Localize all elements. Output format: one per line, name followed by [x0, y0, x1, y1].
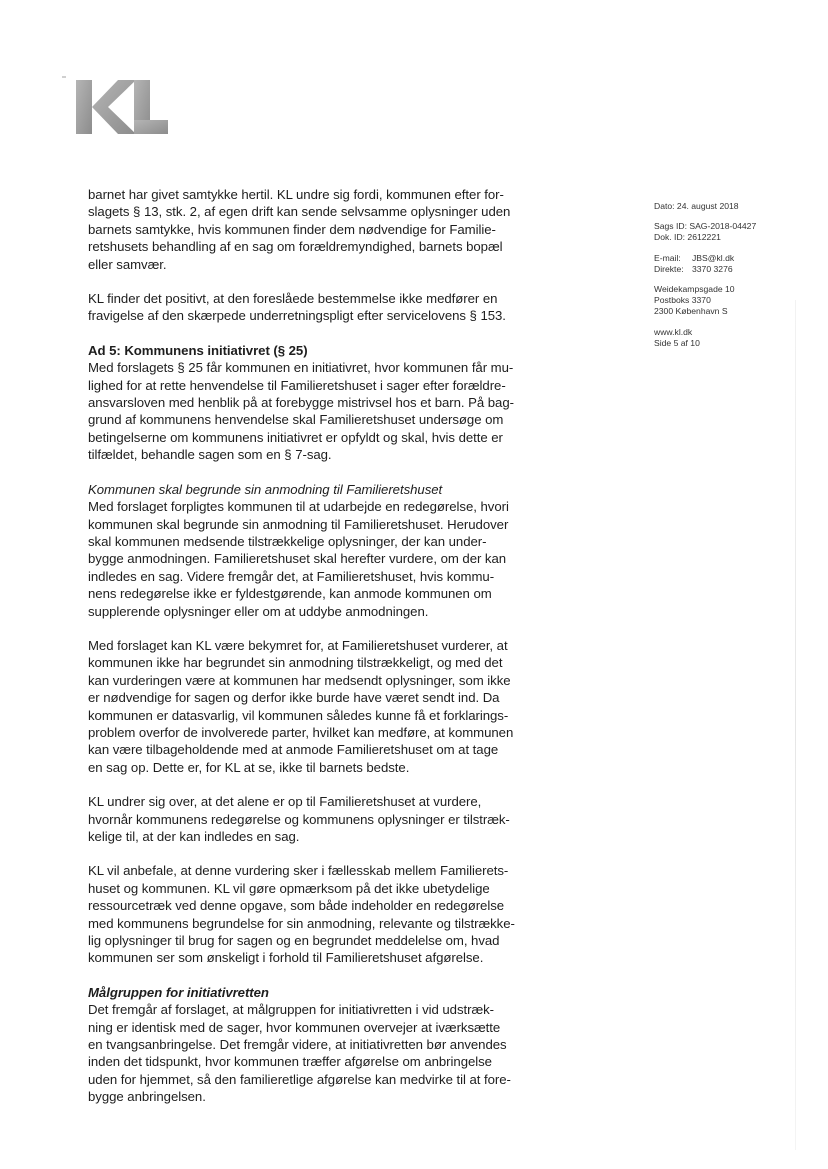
text-line: hvornår kommunens redegørelse og kommunens oplysninger er tilstræk- — [88, 811, 510, 827]
address-line: Postboks 3370 — [654, 295, 711, 306]
text-line: en sag op. Dette er, for KL at se, ikke til barnets bedste. — [88, 759, 410, 775]
id-group — [654, 221, 804, 243]
text-line: lig oplysninger til brug for sagen og en begrundet meddelelse om, hvad — [88, 933, 500, 949]
letter-sidebar — [654, 201, 804, 358]
direct-label: Direkte: — [654, 263, 684, 274]
text-line: betingelserne om kommunens initiativret er opfyldt og skal, hvis dette er — [88, 429, 503, 445]
text-line: barnet har givet samtykke hertil. KL undre sig fordi, kommunen efter for- — [88, 187, 504, 202]
direct-phone: 3370 3276 — [692, 263, 733, 274]
text-line: tilfældet, behandle sagen som en § 7-sag. — [88, 447, 332, 463]
web-group — [654, 327, 804, 349]
paragraph-1 — [88, 186, 558, 273]
text-line: fravigelse af den skærpede underretningspligt efter servicelovens § 153. — [88, 308, 506, 324]
letter-body — [88, 186, 558, 1123]
paragraph-3 — [88, 342, 558, 464]
text-line: kan være tilbageholdende med at anmode Familieretshuset om at tage — [88, 742, 499, 758]
email-row — [654, 253, 804, 264]
contact-group — [654, 253, 804, 275]
address-line: Weidekampsgade 10 — [654, 284, 735, 295]
text-line: KL undrer sig over, at det alene er op til Familieretshuset at vurdere, — [88, 794, 482, 810]
text-line: er nødvendige for sagen og derfor ikke burde have været sendt ind. Da — [88, 690, 500, 706]
paragraph-5 — [88, 637, 558, 776]
text-line: bygge anbringelsen. — [88, 1089, 206, 1105]
kl-logo — [62, 74, 172, 136]
text-line: ressourcetræk ved denne opgave, som både indeholder en redegørelse — [88, 898, 505, 914]
text-line: kommunen ser som ønskeligt i forhold til Familieretshuset afgørelse. — [88, 950, 484, 966]
text-line: Det fremgår af forslaget, at målgruppen for initiativretten i vid udstræk- — [88, 1002, 495, 1018]
email-link[interactable]: JBS@kl.dk — [692, 252, 735, 263]
text-line: inden det tidspunkt, hvor kommunen træffer afgørelse om anbringelse — [88, 1054, 492, 1070]
kl-logo-icon — [62, 74, 172, 136]
paragraph-2 — [88, 290, 558, 325]
text-line: skal kommunen medsende tilstrækkelige oplysninger, der kan under- — [88, 533, 487, 549]
text-line: huset og kommunen. KL vil gøre opmærksom på det ikke ubetydelige — [88, 880, 490, 896]
text-line: barnets samtykke, hvis kommunen finder dem nødvendige for Familie- — [88, 221, 496, 237]
text-line: KL finder det positivt, at den foreslåede bestemmelse ikke medfører en — [88, 291, 498, 307]
text-line: nens redegørelse ikke er fyldestgørende, kan anmode kommunen om — [88, 586, 492, 602]
scan-edge — [795, 300, 796, 1150]
paragraph-7 — [88, 862, 558, 966]
text-line: Med forslaget kan KL være bekymret for, at Familieretshuset vurderer, at — [88, 637, 508, 653]
text-line: supplerende oplysninger eller om at uddybe anmodningen. — [88, 603, 429, 619]
text-line: lighed for at rette henvendelse til Familieretshuset i sager efter forældre- — [88, 377, 506, 393]
case-id: Sags ID: SAG-2018-04427 — [654, 221, 757, 232]
address-group — [654, 284, 804, 318]
subsection-heading: Målgruppen for initiativretten — [88, 984, 269, 1000]
doc-id: Dok. ID: 2612221 — [654, 232, 721, 243]
paragraph-4 — [88, 481, 558, 620]
text-line: grund af kommunens henvendelse skal Familieretshuset undersøge om — [88, 412, 504, 428]
text-line: en tvangsanbringelse. Det fremgår videre, at initiativretten bør anvendes — [88, 1037, 507, 1053]
text-line: Med forslagets § 25 får kommunen en initiativret, hvor kommunen får mu- — [88, 360, 514, 376]
text-line: uden for hjemmet, så den familieretlige afgørelse kan medvirke til at fore- — [88, 1071, 511, 1087]
text-line: KL vil anbefale, at denne vurdering sker i fællesskab mellem Familierets- — [88, 863, 509, 879]
text-line: med kommunens begrundelse for sin anmodning, relevante og tilstrække- — [88, 915, 515, 931]
date-group — [654, 201, 804, 212]
text-line: kelige til, at der kan indledes en sag. — [88, 829, 300, 844]
text-line: kommunen skal begrunde sin anmodning til Familieretshuset. Herudover — [88, 516, 509, 532]
address-line: 2300 København S — [654, 306, 728, 317]
section-heading: Ad 5: Kommunens initiativret (§ 25) — [88, 342, 308, 358]
text-line: kommunen ikke har begrundet sin anmodning tilstrækkeligt, og med det — [88, 655, 503, 671]
subsection-heading: Kommunen skal begrunde sin anmodning til Familieretshuset — [88, 481, 443, 497]
text-line: indledes en sag. Videre fremgår det, at Familieretshuset, hvis kommu- — [88, 568, 495, 584]
text-line: ansvarsloven med henblik på at forebygge mistrivsel hos et barn. På bag- — [88, 395, 514, 411]
text-line: kommunen er datasvarlig, vil kommunen således kunne få et forklarings- — [88, 707, 509, 723]
text-line: problem overfor de involverede parter, hvilket kan medføre, at kommunen — [88, 724, 514, 740]
text-line: Med forslaget forpligtes kommunen til at udarbejde en redegørelse, hvori — [88, 499, 509, 515]
email-label: E-mail: — [654, 252, 681, 263]
text-line: slagets § 13, stk. 2, af egen drift kan sende selvsamme oplysninger uden — [88, 204, 511, 220]
text-line: retshusets behandling af en sag om forældremyndighed, barnets bopæl — [88, 239, 503, 255]
date: Dato: 24. august 2018 — [654, 201, 739, 211]
direct-row — [654, 264, 804, 275]
page-number: Side 5 af 10 — [654, 337, 700, 348]
website-link[interactable]: www.kl.dk — [654, 326, 693, 337]
paragraph-6 — [88, 793, 558, 845]
text-line: ning er identisk med de sager, hvor kommunen overvejer at iværksætte — [88, 1019, 501, 1035]
text-line: eller samvær. — [88, 256, 167, 272]
paragraph-8 — [88, 984, 558, 1106]
text-line: kan vurderingen være at kommunen har medsendt oplysninger, som ikke — [88, 672, 511, 688]
text-line: bygge anmodningen. Familieretshuset skal herefter vurdere, om der kan — [88, 551, 507, 567]
